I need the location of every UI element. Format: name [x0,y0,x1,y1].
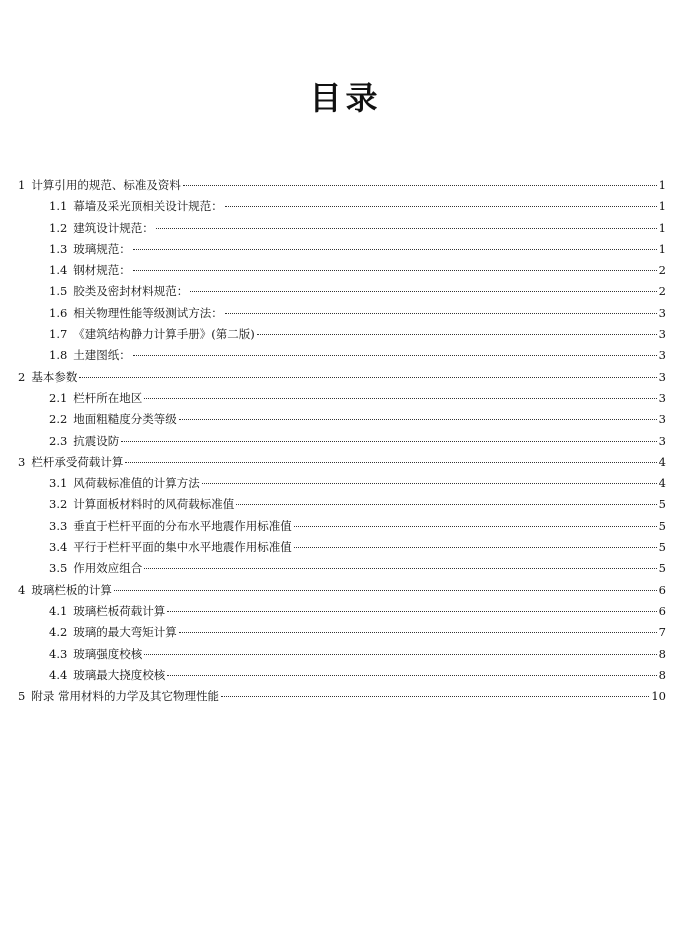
toc-entry-label: 玻璃栏板荷载计算 [73,603,166,618]
toc-entry-label: 风荷载标准值的计算方法 [73,476,200,491]
toc-entry-page-number: 4 [658,476,666,491]
toc-dot-leader [202,483,657,484]
toc-entry[interactable] [18,260,666,281]
table-of-contents [18,175,666,707]
toc-entry-number: 3.1 [49,476,68,491]
toc-entry-label: 抗震设防 [73,433,120,448]
toc-entry[interactable] [18,175,666,196]
toc-dot-leader [167,611,656,612]
toc-entry-number: 3.4 [49,540,68,555]
toc-entry[interactable] [18,537,666,558]
toc-entry-page-number: 4 [658,454,666,469]
toc-dot-leader [167,675,656,676]
toc-entry-label: 地面粗糙度分类等级 [73,412,177,427]
toc-entry[interactable] [18,686,666,707]
toc-dot-leader [190,291,656,292]
toc-entry-number: 2.3 [49,433,68,448]
toc-entry-label: 相关物理性能等级测试方法： [73,305,223,320]
toc-entry-number: 1.6 [49,305,68,320]
toc-entry-label: 钢材规范： [73,263,131,278]
toc-entry[interactable] [18,601,666,622]
toc-entry-label: 玻璃强度校核 [73,646,143,661]
toc-entry-page-number: 7 [658,625,666,640]
toc-entry-page-number: 2 [658,263,666,278]
toc-entry-page-number: 1 [658,199,666,214]
toc-dot-leader [79,377,656,378]
toc-dot-leader [144,654,656,655]
toc-entry-page-number: 3 [658,390,666,405]
toc-entry-page-number: 3 [658,369,666,384]
toc-entry-number: 1.5 [49,284,68,299]
toc-dot-leader [221,696,649,697]
toc-entry[interactable] [18,580,666,601]
toc-dot-leader [114,590,657,591]
toc-entry-page-number: 1 [658,241,666,256]
toc-entry-label: 计算引用的规范、标准及资料 [31,178,181,192]
toc-dot-leader [225,206,657,207]
toc-entry-number: 1.1 [49,199,68,214]
toc-dot-leader [133,249,657,250]
toc-entry-number: 4.4 [49,667,68,682]
toc-entry-page-number: 3 [658,412,666,427]
toc-entry-page-number: 2 [658,284,666,299]
page-title: 目录 [309,79,382,117]
toc-dot-leader [133,270,657,271]
toc-entry[interactable] [18,239,666,260]
toc-dot-leader [121,441,656,442]
toc-entry-page-number: 3 [658,433,666,448]
toc-entry-number: 1.2 [49,220,68,235]
toc-entry-page-number: 6 [658,582,666,597]
toc-entry-number: 2 [18,369,26,384]
toc-entry-page-number: 3 [658,327,666,342]
toc-entry-page-number: 6 [658,603,666,618]
toc-entry-number: 1 [18,178,26,192]
toc-dot-leader [225,313,657,314]
toc-dot-leader [144,568,656,569]
toc-entry-page-number: 5 [658,518,666,533]
toc-entry[interactable] [18,281,666,302]
toc-entry-page-number: 1 [658,178,666,192]
toc-entry-number: 5 [18,689,26,704]
toc-entry-label: 平行于栏杆平面的集中水平地震作用标准值 [73,540,292,555]
toc-entry[interactable] [18,409,666,430]
toc-dot-leader [156,228,657,229]
toc-entry[interactable] [18,558,666,579]
toc-entry-label: 玻璃规范： [73,241,131,256]
toc-entry-label: 栏杆承受荷载计算 [31,454,124,469]
toc-entry-number: 3.3 [49,518,68,533]
toc-dot-leader [183,185,657,186]
toc-entry-number: 3 [18,454,26,469]
toc-entry[interactable] [18,494,666,515]
toc-entry-number: 4 [18,582,26,597]
toc-entry-label: 垂直于栏杆平面的分布水平地震作用标准值 [73,518,292,533]
toc-dot-leader [133,355,657,356]
toc-entry[interactable] [18,644,666,665]
toc-dot-leader [179,419,657,420]
toc-dot-leader [236,504,656,505]
toc-entry[interactable] [18,452,666,473]
toc-entry[interactable] [18,303,666,324]
toc-entry-label: 作用效应组合 [73,561,143,576]
toc-dot-leader [294,526,657,527]
toc-entry-page-number: 3 [658,348,666,363]
toc-entry-label: 土建图纸： [73,348,131,363]
toc-entry-label: 基本参数 [31,369,78,384]
toc-entry-page-number: 5 [658,540,666,555]
toc-dot-leader [257,334,657,335]
toc-entry-label: 《建筑结构静力计算手册》(第二版) [73,327,255,342]
toc-entry-number: 2.2 [49,412,68,427]
toc-entry-number: 3.5 [49,561,68,576]
toc-entry-page-number: 1 [658,220,666,235]
toc-dot-leader [125,462,656,463]
toc-entry[interactable] [18,218,666,239]
toc-entry-label: 玻璃最大挠度校核 [73,667,166,682]
toc-entry-page-number: 3 [658,305,666,320]
toc-entry-label: 附录 常用材料的力学及其它物理性能 [31,689,219,704]
toc-entry[interactable] [18,473,666,494]
toc-entry[interactable] [18,196,666,217]
toc-entry-number: 1.4 [49,263,68,278]
toc-entry-page-number: 8 [658,646,666,661]
toc-entry-number: 3.2 [49,497,68,512]
toc-entry-number: 4.2 [49,625,68,640]
toc-entry-page-number: 5 [658,497,666,512]
toc-entry[interactable] [18,516,666,537]
toc-entry-number: 1.3 [49,241,68,256]
toc-entry[interactable] [18,388,666,409]
toc-entry-number: 1.7 [49,327,68,342]
toc-entry-number: 4.3 [49,646,68,661]
toc-entry-number: 1.8 [49,348,68,363]
toc-entry[interactable] [18,345,666,366]
toc-dot-leader [179,632,657,633]
toc-entry[interactable] [18,622,666,643]
toc-entry-label: 计算面板材料时的风荷载标准值 [73,497,235,512]
toc-entry-number: 2.1 [49,390,68,405]
toc-entry-label: 栏杆所在地区 [73,390,143,405]
toc-entry[interactable] [18,367,666,388]
toc-entry-page-number: 5 [658,561,666,576]
toc-entry[interactable] [18,665,666,686]
toc-entry-label: 胶类及密封材料规范： [73,284,189,299]
toc-entry-label: 玻璃的最大弯矩计算 [73,625,177,640]
toc-entry-label: 幕墙及采光顶相关设计规范： [73,199,223,214]
toc-entry[interactable] [18,431,666,452]
toc-entry-label: 建筑设计规范： [73,220,154,235]
toc-dot-leader [144,398,656,399]
toc-entry[interactable] [18,324,666,345]
toc-entry-page-number: 10 [651,689,666,704]
toc-entry-label: 玻璃栏板的计算 [31,582,112,597]
toc-dot-leader [294,547,657,548]
toc-entry-page-number: 8 [658,667,666,682]
toc-entry-number: 4.1 [49,603,68,618]
